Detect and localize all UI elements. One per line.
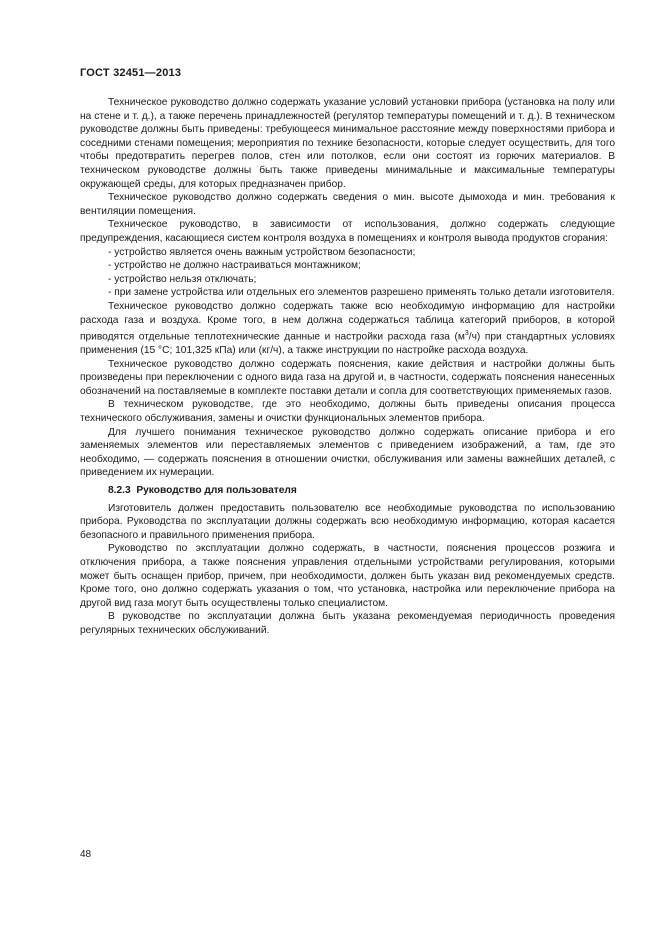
list-item: - при замене устройства или отдельных его элементов разрешено применять только детали изготовителя. bbox=[108, 287, 615, 299]
gas-text-end: /ч) при стандартных условиях применения (15 °С; 101,325 кПа) или (кг/ч), а также инструкции по настройке расхода воздуха. bbox=[80, 331, 615, 357]
paragraph: В руководстве по эксплуатации должна быть указана рекомендуемая периодичность проведения регулярных технических обслуживаний. bbox=[80, 611, 615, 636]
paragraph: Руководство по эксплуатации должно содержать, в частности, пояснения процессов розжига и отключения прибора, а также пояснения управления отдельными устройствами регулирования, которыми может быть оснащен прибор, причем, при необходимости, должен быть указан вид рекомендуемых средств. Кроме того, оно должно содержать указания о том, что установка, настройка или переключение прибора на другой вид газа могут быть осуществлены только специалистом. bbox=[80, 543, 615, 609]
document-body bbox=[80, 96, 615, 638]
superscript: 3 bbox=[464, 330, 469, 338]
list-item: - устройство не должно настраиваться монтажником; bbox=[108, 260, 361, 272]
paragraph: Для лучшего понимания техническое руководство должно содержать описание прибора и его заменяемых элементов или переставляемых элементов с приведением изображений, а там, где это необходимо, — содержать пояснения в отношении очистки, обслуживания или замены важнейших деталей, с приведением их нумерации. bbox=[80, 426, 615, 479]
page-number: 48 bbox=[80, 849, 92, 860]
paragraph: Изготовитель должен предоставить пользователю все необходимые руководства по использованию прибора. Руководства по эксплуатации должны содержать всю необходимую информацию, которая касается безопасного и правильного применения прибора. bbox=[80, 502, 615, 541]
gas-settings-paragraph bbox=[80, 300, 615, 358]
list-item: - устройство нельзя отключать; bbox=[108, 273, 257, 285]
paragraph: Техническое руководство, в зависимости от использования, должно содержать следующие предупреждения, касающиеся систем контроля воздуха в помещениях и контроля вывода продуктов сгорания: bbox=[80, 219, 615, 244]
paragraph: Техническое руководство должно содержать сведения о мин. высоте дымохода и мин. требования к вентиляции помещения. bbox=[80, 192, 615, 217]
gas-text-start: Техническое руководство должно содержать также всю необходимую информацию для настройки расхода газа и воздуха. Кроме того, в нем должна содержаться таблица категорий приборов, в которой приводятся отдельные теплотехнические данные и настройки расхода газа (м bbox=[80, 300, 615, 343]
paragraph: Техническое руководство должно содержать указание условий установки прибора (установка на полу или на стене и т. д.), а также перечень принадлежностей (регулятор температуры помещений и т. д.). В техническом руководстве должны быть приведены: требующееся минимальное расстояние между поверхностями прибора и соседними стенами помещения; мероприятия по технике безопасности, которые следует осуществить, для того чтобы предотвратить перегрев полов, стен или потолков, если они состоят из горючих материалов. В техническом руководстве должны быть также приведены минимальные и максимальные температуры окружающей среды, для которых предназначен прибор. bbox=[80, 97, 615, 190]
section-title: Руководство для пользователя bbox=[136, 485, 297, 497]
section-heading bbox=[108, 484, 615, 498]
document-header: ГОСТ 32451—2013 bbox=[80, 67, 182, 79]
list-item: - устройство является очень важным устройством безопасности; bbox=[108, 246, 416, 258]
paragraph: Техническое руководство должно содержать пояснения, какие действия и настройки должны быть произведены при переключении с одного вида газа на другой и, в частности, содержать пояснения нанесенных обозначений на поставляемые в комплекте поставки детали и сопла для соответствующих применяемых газов. bbox=[80, 358, 615, 397]
paragraph: В техническом руководстве, где это необходимо, должны быть приведены описания процесса технического обслуживания, замены и очистки функциональных элементов прибора. bbox=[80, 399, 615, 425]
section-number: 8.2.3 bbox=[108, 485, 131, 497]
